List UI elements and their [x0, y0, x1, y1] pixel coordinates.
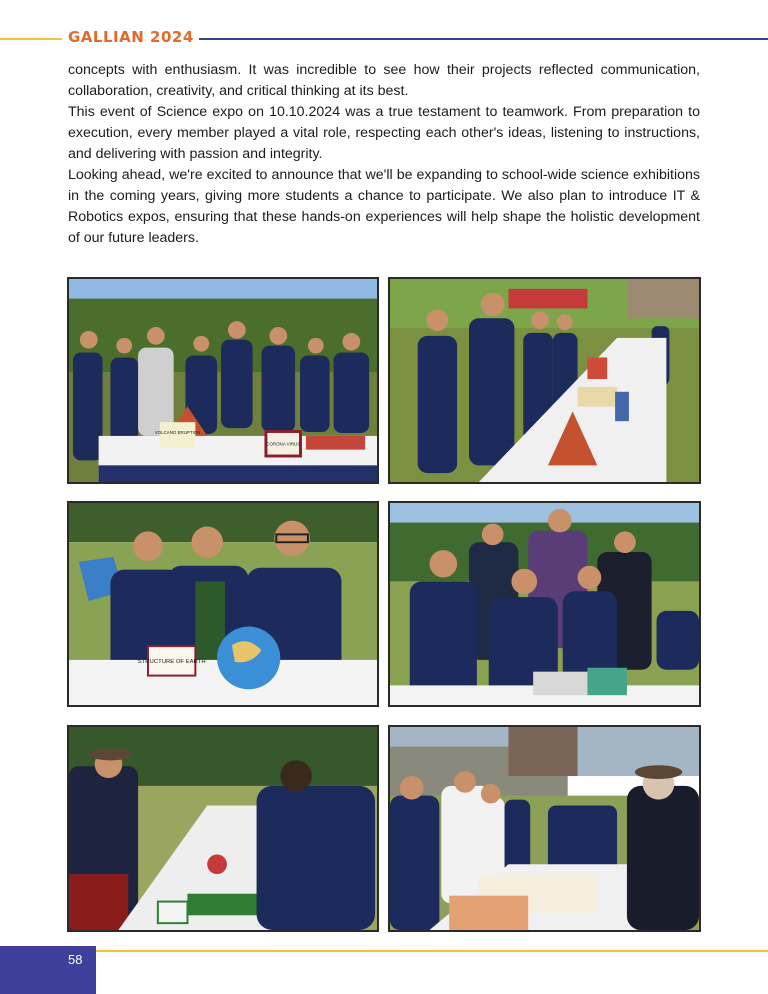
paragraph: This event of Science expo on 10.10.2024 was a true testament to teamwork. From preparation to execution, every member played a vital role, respecting each other's ideas, listening to instructions, and delivering with passion and integrity.	[68, 104, 700, 162]
page-number: 58	[68, 952, 83, 967]
header-rule-left	[0, 38, 62, 40]
photo-students-with-teachers	[388, 501, 701, 707]
header-rule-right	[199, 38, 768, 40]
photo-lab-coat-students	[388, 725, 701, 932]
photo-guest-viewing-models	[67, 725, 379, 932]
volcano-sign-text: VOLCANO ERUPTION	[154, 429, 201, 435]
earth-sign-text: STRUCTURE OF EARTH	[137, 658, 206, 665]
footer-rule	[96, 950, 768, 952]
paragraph: concepts with enthusiasm. It was incredible to see how their projects reflected communication, collaboration, creativity, and critical thinking at its best.	[68, 62, 700, 99]
corona-sign-text: CORONA VIRUS	[266, 441, 301, 447]
magazine-title: GALLIAN 2024	[68, 28, 194, 46]
photo-students-earth-model	[67, 501, 379, 707]
article-body	[68, 60, 700, 249]
photo-students-volcano-table	[67, 277, 379, 484]
page-header	[0, 0, 768, 60]
paragraph: Looking ahead, we're excited to announce that we'll be expanding to school-wide science exhibitions in the coming years, giving more students a chance to participate. We also plan to introduce IT & Robotics expos, ensuring that these hands-on experiences will help shape the holistic development of our future leaders.	[68, 167, 700, 246]
photo-students-long-table	[388, 277, 701, 484]
